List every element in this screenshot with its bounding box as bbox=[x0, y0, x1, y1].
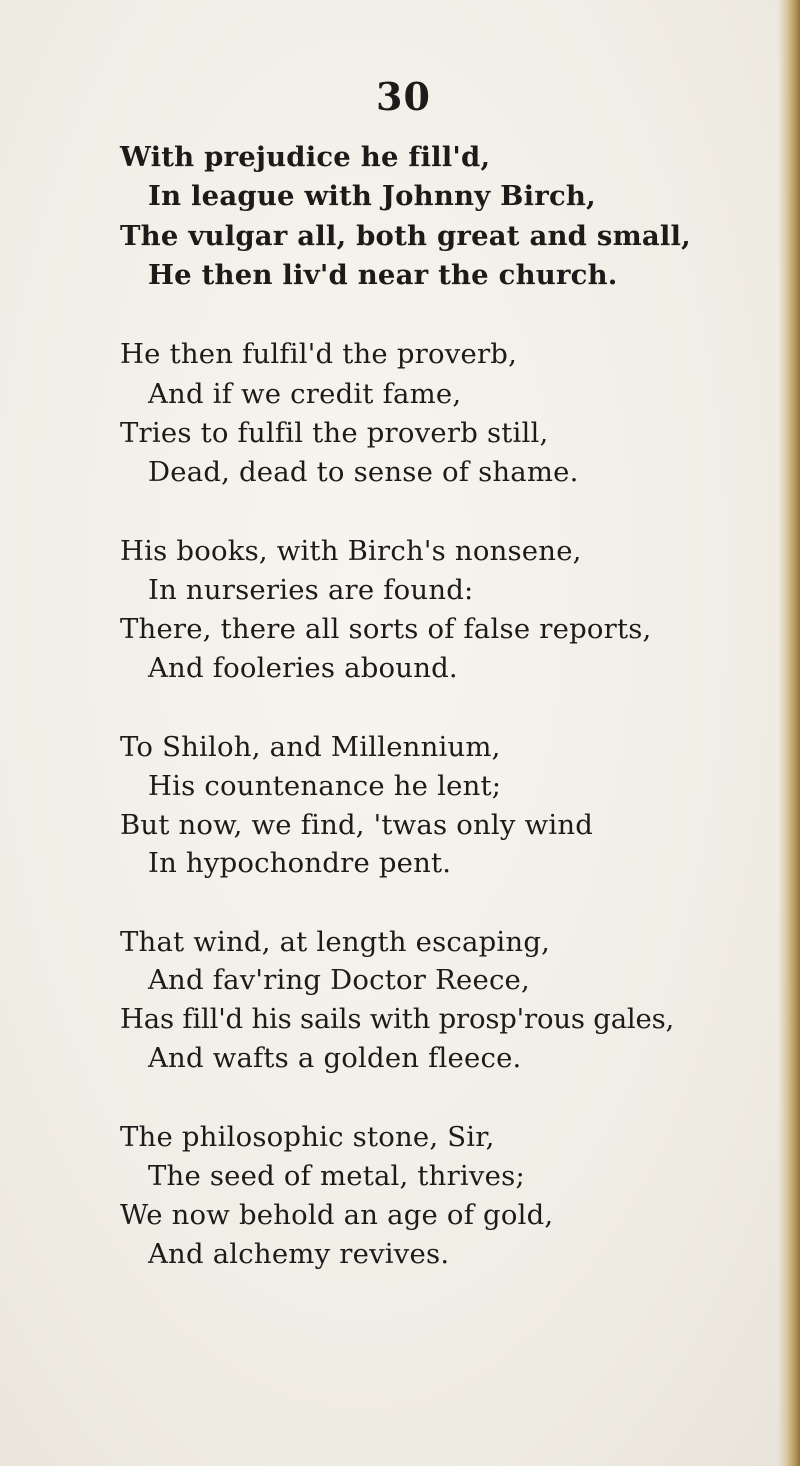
poem-line: His countenance he lent; bbox=[148, 770, 502, 802]
poem-line: And if we credit fame, bbox=[148, 378, 462, 410]
poem-line: The vulgar all, both great and small, bbox=[120, 220, 691, 252]
poem-line: And fav'ring Doctor Reece, bbox=[148, 964, 530, 996]
poem-line: To Shiloh, and Millennium, bbox=[120, 731, 501, 763]
poem-line: He then liv'd near the church. bbox=[148, 259, 618, 291]
poem-line: But now, we find, 'twas only wind bbox=[120, 809, 594, 841]
poem-line: He then fulfil'd the proverb, bbox=[120, 338, 518, 370]
page-number: 30 bbox=[376, 74, 431, 119]
poem-line: In nurseries are found: bbox=[148, 574, 474, 606]
poem-line: His books, with Birch's nonsene, bbox=[120, 535, 582, 567]
poem-line: That wind, at length escaping, bbox=[120, 926, 551, 958]
poem-line: In hypochondre pent. bbox=[148, 847, 452, 879]
poem-line: There, there all sorts of false reports, bbox=[120, 613, 652, 645]
poem-line: In league with Johnny Birch, bbox=[148, 180, 596, 212]
poem-line: Has fill'd his sails with prosp'rous gales, bbox=[120, 1003, 675, 1035]
poem-line: And fooleries abound. bbox=[148, 652, 458, 684]
poem-line: And alchemy revives. bbox=[148, 1238, 450, 1270]
poem-line: Dead, dead to sense of shame. bbox=[148, 456, 579, 488]
poem-line: We now behold an age of gold, bbox=[120, 1199, 554, 1231]
poem-line: And wafts a golden fleece. bbox=[148, 1042, 522, 1074]
poem-line: The philosophic stone, Sir, bbox=[120, 1121, 495, 1153]
poem-line: With prejudice he fill'd, bbox=[120, 141, 491, 173]
poem-line: Tries to fulfil the proverb still, bbox=[120, 417, 549, 449]
poem-line: The seed of metal, thrives; bbox=[148, 1160, 525, 1192]
